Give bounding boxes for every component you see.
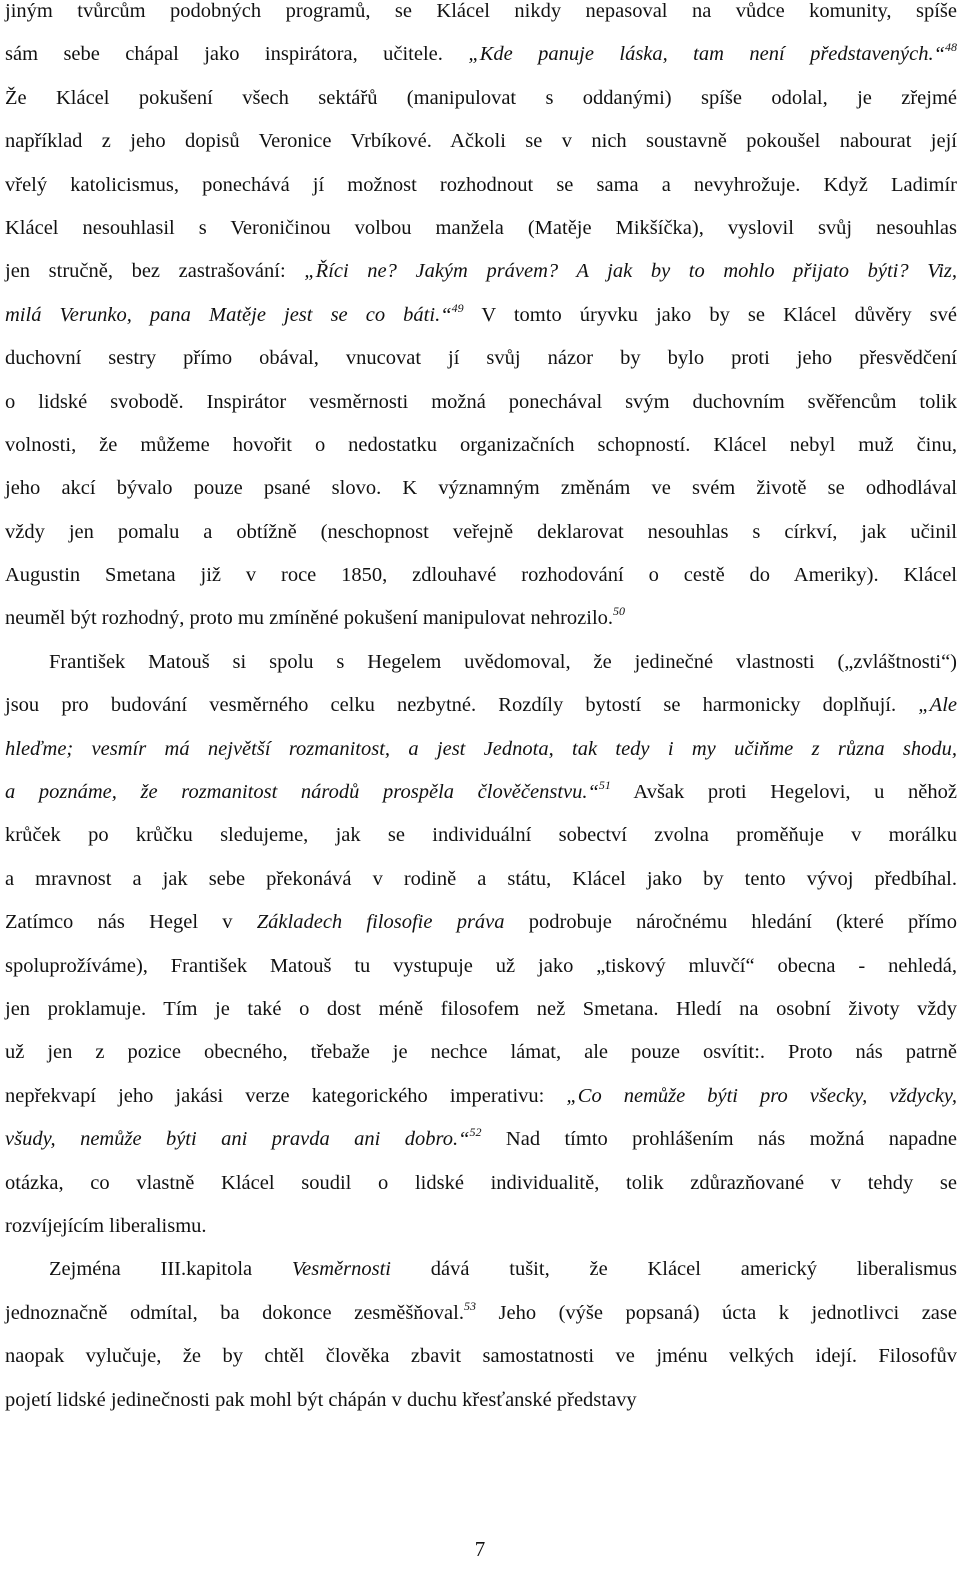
text-line: [5, 597, 957, 640]
text-line: [5, 684, 957, 727]
text-run: Zatímco nás Hegel v: [5, 911, 257, 934]
text-run: duchovní sestry přímo obával, vnucovat jí svůj názor by bylo proti jeho přesvědčení: [5, 347, 957, 370]
text-line: [5, 1205, 957, 1248]
document-page: [5, 0, 957, 1422]
text-run: jsou pro budování vesměrného celku nezbytné. Rozdíly bytostí se harmonicky doplňují.: [5, 694, 919, 717]
text-run: vřelý katolicismus, ponechává jí možnost rozhodnout se sama a nevyhrožuje. Když Ladimír: [5, 173, 957, 196]
footnote-reference: 51: [598, 778, 611, 793]
text-line: [5, 1379, 957, 1422]
text-line: [5, 424, 957, 467]
paragraph: [5, 0, 957, 641]
text-line: [5, 164, 957, 207]
text-run: jen stručně, bez zastrašování:: [5, 260, 305, 283]
text-line: [5, 814, 957, 857]
footnote-reference: 48: [945, 40, 957, 55]
text-line: [5, 988, 957, 1031]
italic-text: a poznáme, že rozmanitost národů prospěla člověčenstvu.“: [5, 781, 599, 804]
text-body: [5, 0, 957, 1422]
text-run: sám sebe chápal jako inspirátora, učitele.: [5, 43, 469, 66]
text-line: [5, 728, 957, 771]
text-line: [5, 337, 957, 380]
text-run: volnosti, že můžeme hovořit o nedostatku organizačních schopností. Klácel nebyl muž činu,: [5, 433, 957, 456]
text-run: jiným tvůrcům podobných programů, se Klácel nikdy nepasoval na vůdce komunity, spíše: [5, 0, 957, 22]
text-line: [5, 858, 957, 901]
text-line: [5, 945, 957, 988]
text-run: Augustin Smetana již v roce 1850, zdlouhavé rozhodování o cestě do Ameriky). Klácel: [5, 564, 957, 587]
text-run: krůček po krůčku sledujeme, jak se individuální sobectví zvolna proměňuje v morálku: [5, 824, 957, 847]
text-run: pojetí lidské jedinečnosti pak mohl být chápán v duchu křesťanské představy: [5, 1388, 637, 1411]
text-run: František Matouš si spolu s Hegelem uvědomoval, že jedinečné vlastnosti („zvláštnosti“): [49, 650, 957, 673]
text-line: [5, 33, 957, 76]
text-line: [5, 511, 957, 554]
text-line: [5, 381, 957, 424]
footnote-reference: 50: [613, 604, 626, 619]
text-line: [5, 77, 957, 120]
text-line: [5, 467, 957, 510]
italic-text: „Kde panuje láska, tam není představených.“: [468, 43, 945, 66]
text-run: neuměl být rozhodný, proto mu zmíněné pokušení manipulovat nehrozilo.: [5, 607, 614, 630]
paragraph: [5, 1248, 957, 1422]
text-line: [5, 0, 957, 33]
text-run: V tomto úryvku jako by se Klácel důvěry své: [463, 303, 958, 326]
text-run: jednoznačně odmítal, ba dokonce zesměšňoval.: [5, 1301, 464, 1324]
text-run: o lidské svobodě. Inspirátor vesměrnosti možná ponechával svým duchovním svěřencům tolik: [5, 390, 957, 413]
text-line: [5, 1075, 957, 1118]
footnote-reference: 52: [469, 1125, 482, 1140]
text-run: spoluprožíváme), František Matouš tu vystupuje už jako „tiskový mluvčí“ obecna - nehledá,: [5, 954, 957, 977]
text-run: Jeho (výše popsaná) úcta k jednotlivci zase: [475, 1301, 957, 1324]
italic-text: všudy, nemůže býti ani pravda ani dobro.“: [5, 1128, 470, 1151]
text-line: [5, 554, 957, 597]
text-run: Že Klácel pokušení všech sektářů (manipulovat s oddanými) spíše odolal, je zřejmé: [5, 86, 957, 109]
text-line: [5, 901, 957, 944]
page-number: 7: [474, 1537, 486, 1561]
text-line: [5, 1335, 957, 1378]
italic-text: „Ale: [918, 694, 957, 717]
text-run: už jen z pozice obecného, třebaže je nechce lámat, ale pouze osvítit:. Proto nás patrně: [5, 1041, 957, 1064]
text-run: jeho akcí bývalo pouze psané slovo. K významným změnám ve svém životě se odhodlával: [5, 477, 957, 500]
text-line: [5, 120, 957, 163]
text-run: vždy jen pomalu a obtížně (neschopnost veřejně deklarovat nesouhlas s církví, jak učinil: [5, 520, 957, 543]
text-line: [5, 1162, 957, 1205]
italic-text: „Co nemůže býti pro všecky, vždycky,: [566, 1084, 957, 1107]
italic-text: milá Verunko, pana Matěje jest se co báti.“: [5, 303, 452, 326]
paragraph: [5, 641, 957, 1248]
text-line: [5, 207, 957, 250]
text-run: Nad tímto prohlášením nás možná napadne: [481, 1128, 957, 1151]
text-run: naopak vylučuje, že by chtěl člověka zbavit samostatnosti ve jménu velkých idejí. Filosofův: [5, 1345, 957, 1368]
text-line: [5, 294, 957, 337]
text-run: a mravnost a jak sebe překonává v rodině a státu, Klácel jako by tento vývoj předbíhal.: [5, 867, 957, 890]
text-run: dává tušit, že Klácel americký liberalismus: [391, 1258, 957, 1281]
text-run: Avšak proti Hegelovi, u něhož: [610, 781, 957, 804]
text-line: [5, 1031, 957, 1074]
text-line: [5, 250, 957, 293]
text-run: jen proklamuje. Tím je také o dost méně filosofem než Smetana. Hledí na osobní životy vždy: [5, 997, 957, 1020]
footnote-reference: 49: [451, 300, 464, 315]
text-run: otázka, co vlastně Klácel soudil o lidské individualitě, tolik zdůrazňované v tehdy se: [5, 1171, 957, 1194]
text-line: [5, 1292, 957, 1335]
italic-text: hleďme; vesmír má největší rozmanitost, a jest Jednota, tak tedy i my učiňme z různa shodu,: [5, 737, 957, 760]
text-run: Klácel nesouhlasil s Veroničinou volbou manžela (Matěje Mikšíčka), vyslovil svůj nesouhlas: [5, 216, 957, 239]
text-run: nepřekvapí jeho jakási verze kategorického imperativu:: [5, 1084, 567, 1107]
text-line: [5, 1118, 957, 1161]
text-run: podrobuje náročnému hledání (které přímo: [504, 911, 957, 934]
text-line: [5, 1248, 957, 1291]
text-run: Zejména III.kapitola: [49, 1258, 292, 1281]
italic-text: Vesměrnosti: [291, 1258, 391, 1281]
text-line: [5, 771, 957, 814]
italic-text: Základech filosofie práva: [256, 911, 505, 934]
footnote-reference: 53: [463, 1298, 476, 1313]
text-line: [5, 641, 957, 684]
text-run: rozvíjejícím liberalismu.: [5, 1214, 207, 1237]
italic-text: „Říci ne? Jakým právem? A jak by to mohlo přijato býti? Viz,: [304, 260, 957, 283]
text-run: například z jeho dopisů Veronice Vrbíkové. Ačkoli se v nich soustavně pokoušel nabourat její: [5, 130, 957, 153]
